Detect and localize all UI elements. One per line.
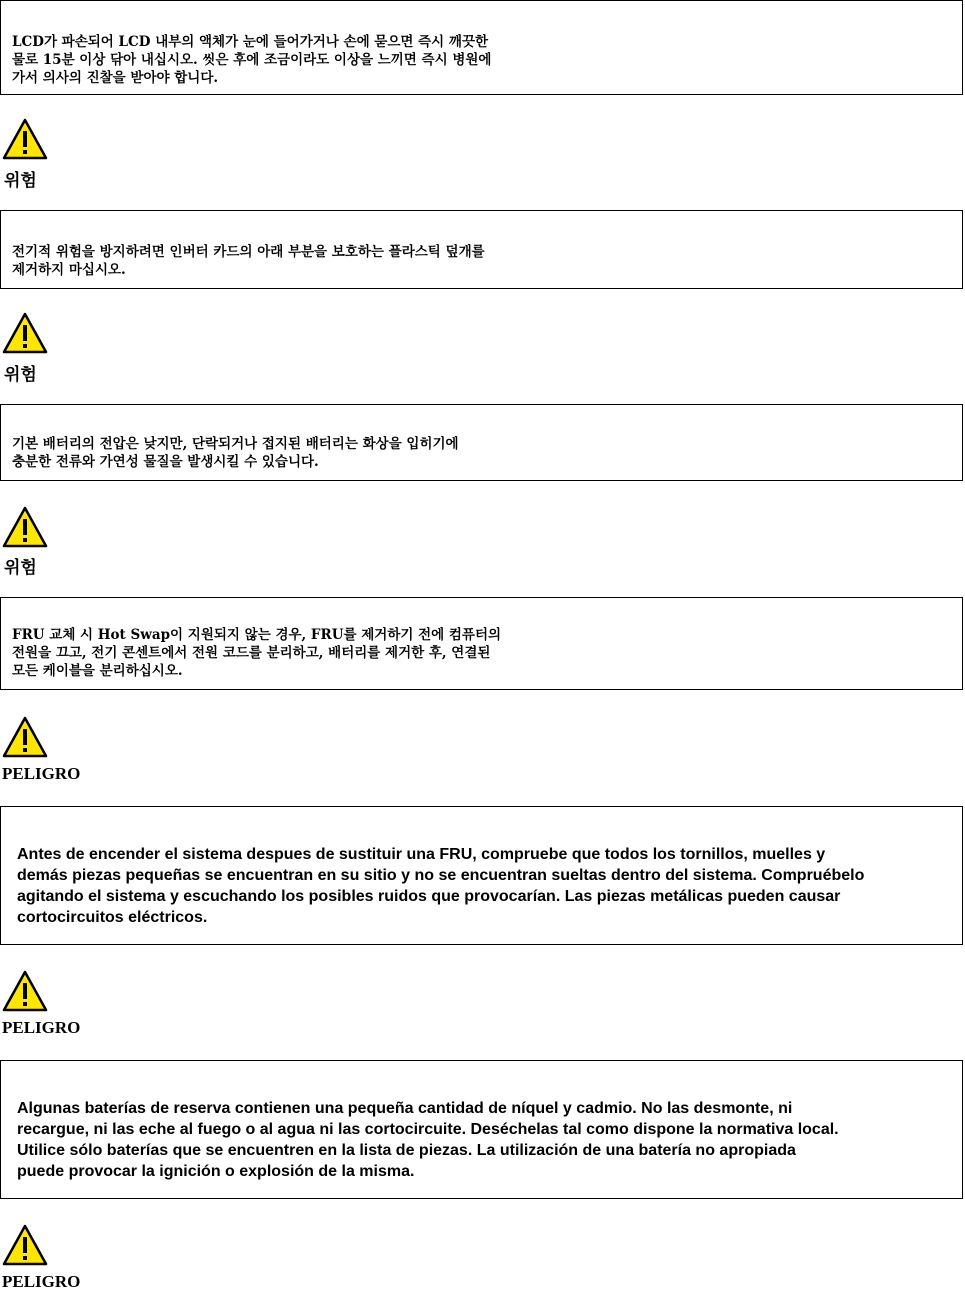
warning-triangle-icon [2, 312, 48, 354]
warning-triangle-icon [2, 1224, 48, 1266]
notice-box-screws [0, 806, 963, 945]
notice-box-inverter [0, 210, 963, 289]
warning-triangle-icon [2, 118, 48, 160]
warning-triangle-icon [2, 506, 48, 548]
notice-text: Algunas baterías de reserva contienen una pequeña cantidad de níquel y cadmio. No las desmonte, ni recargue, ni las eche al fuego o al agua ni las cortocircuite. Deséchelas tal como dispone la normativa local. Utilice sólo baterías que se encuentren en la lista de piezas. La utilización de una batería no apropiada puede provocar la ignición o explosión de la misma. [17, 1100, 839, 1180]
notice-text: FRU 교체 시 Hot Swap이 지원되지 않는 경우, FRU를 제거하기 전에 컴퓨터의 전원을 끄고, 전기 콘센트에서 전원 코드를 분리하고, 배터리를 제거한 후, 연결된 모든 케이블을 분리하십시오. [12, 627, 502, 679]
notice-box-battery [0, 404, 963, 481]
peligro-label: PELIGRO [2, 764, 81, 783]
warning-triangle-icon [2, 970, 48, 1012]
danger-label: 위험 [4, 171, 37, 191]
notice-text: Antes de encender el sistema despues de sustituir una FRU, compruebe que todos los tornillos, muelles y demás piezas pequeñas se encuentran en su sitio y no se encuentran sueltas dentro del sistema. Compruébelo agitando el sistema y escuchando los posibles ruidos que provocarían. Las piezas metálicas pueden causar cortocircuitos eléctricos. [17, 846, 865, 926]
notice-box-nicad [0, 1060, 963, 1199]
notice-text: LCD가 파손되어 LCD 내부의 액체가 눈에 들어가거나 손에 묻으면 즉시 깨끗한 물로 15분 이상 닦아 내십시오. 씻은 후에 조금이라도 이상을 느끼면 즉시 병원에 가서 의사의 진찰을 받아야 합니다. [12, 34, 492, 86]
notice-text: 전기적 위험을 방지하려면 인버터 카드의 아래 부분을 보호하는 플라스틱 덮개를 제거하지 마십시오. [12, 244, 485, 278]
danger-label: 위험 [4, 365, 37, 385]
danger-label: 위험 [4, 558, 37, 578]
notice-text: 기본 배터리의 전압은 낮지만, 단락되거나 접지된 배터리는 화상을 입히기에 충분한 전류와 가연성 물질을 발생시킬 수 있습니다. [12, 436, 459, 470]
peligro-label: PELIGRO [2, 1272, 81, 1291]
warning-triangle-icon [2, 716, 48, 758]
notice-box-lcd [0, 0, 963, 95]
notice-box-fru [0, 597, 963, 690]
peligro-label: PELIGRO [2, 1018, 81, 1037]
